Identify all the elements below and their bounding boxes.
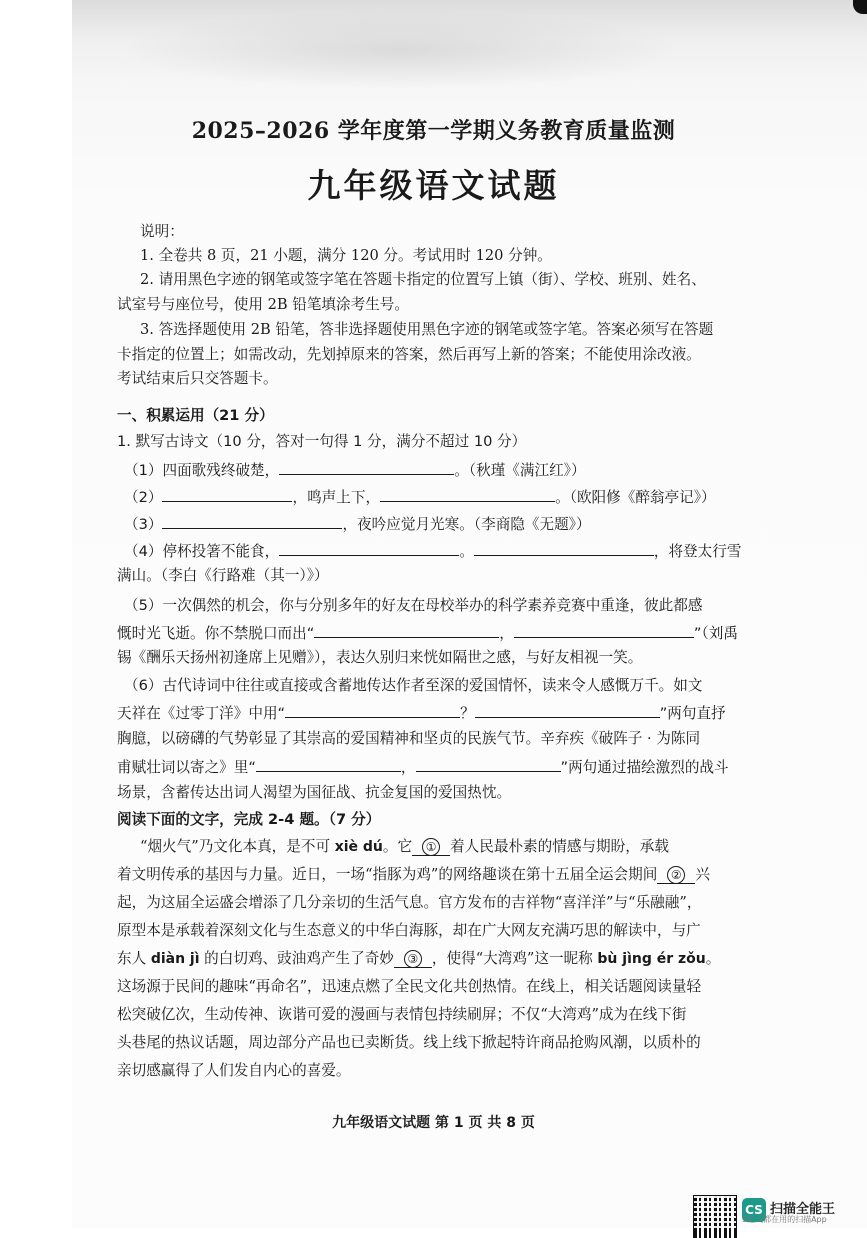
- answer-blank[interactable]: [514, 622, 694, 638]
- page-footer: 九年级语文试题 第 1 页 共 8 页: [332, 1115, 535, 1131]
- answer-blank[interactable]: [279, 540, 459, 556]
- passage-line-2: 着文明传承的基因与力量。近日，一场“指豚为鸡”的网络趣谈在第十五届全运会期间 ② 兴: [117, 866, 710, 883]
- corner-mark: [853, 0, 867, 14]
- scenario-6-line-3: 胸臆，以磅礴的气势彰显了其崇高的爱国精神和坚贞的民族气节。辛弃疾《破阵子 · 为陈同: [117, 730, 701, 747]
- answer-blank[interactable]: [162, 513, 342, 529]
- answer-blank[interactable]: [474, 540, 654, 556]
- blank-3[interactable]: [394, 950, 432, 968]
- camscanner-logo-icon: CS: [742, 1198, 766, 1222]
- qr-code-pattern: [694, 1196, 736, 1228]
- passage-line-7: 松突破亿次，生动传神、诙谐可爱的漫画与表情包持续刷屏；不仅“大湾鸡”成为在线下街: [117, 1006, 687, 1023]
- scenario-6-line-2: 天祥在《过零丁洋》中用“ ？ ”两句直抒: [117, 702, 726, 724]
- blank-2[interactable]: [657, 866, 695, 884]
- passage-line-3: 起，为这届全运盛会增添了几分亲切的生活气息。官方发布的吉祥物“喜洋洋”与“乐融融”，: [117, 894, 702, 911]
- scenario-6-line-4: 甫赋壮词以寄之》里“ ， ”两句通过描绘激烈的战斗: [117, 756, 729, 778]
- answer-blank[interactable]: [475, 702, 660, 718]
- answer-blank[interactable]: [162, 486, 292, 502]
- answer-blank[interactable]: [279, 459, 454, 475]
- scenario-6-line-5: 场景，含蓄传达出词人渴望为国征战、抗金复国的爱国热忱。: [117, 784, 512, 801]
- scenario-5-line-3: 锡《酬乐天扬州初逢席上见赠》），表达久别归来恍如隔世之感，与好友相视一笑。: [117, 649, 643, 666]
- answer-blank[interactable]: [285, 702, 460, 718]
- passage-line-9: 亲切感赢得了人们发自内心的喜爱。: [117, 1062, 351, 1079]
- watermark-app-name: 扫描全能王: [770, 1202, 836, 1217]
- passage-line-8: 头巷尾的热议话题，周边部分产品也已卖断货。线上线下掀起特许商品抢购风潮，以质朴的: [117, 1034, 701, 1051]
- instruction-item-2-cont: 试室号与座位号，使用 2B 铅笔填涂考生号。: [117, 296, 409, 313]
- scan-smudge: [120, 10, 680, 90]
- poem-line-4-cont: 满山。（李白《行路难（其一）》）: [117, 567, 329, 584]
- answer-blank[interactable]: [314, 622, 499, 638]
- section-title: 一、积累运用（21 分）: [117, 407, 274, 424]
- exam-title: 2025–2026 学年度第一学期义务教育质量监测: [191, 118, 676, 144]
- pinyin-bujingerzou: bù jìng ér zǒu: [597, 951, 706, 967]
- poem-line-1: （1）四面歌残终破楚， 。（秋瑾《满江红》）: [124, 459, 586, 481]
- exam-subject-title: 九年级语文试题: [307, 166, 560, 205]
- poem-line-4: （4）停杯投箸不能食， 。 ，将登太行雪: [124, 540, 741, 562]
- instruction-item-3-end: 考试结束后只交答题卡。: [117, 370, 278, 387]
- passage-line-4: 原型本是承载着深刻文化与生态意义的中华白海豚，却在广大网友充满巧思的解读中，与广: [117, 922, 701, 939]
- poem-line-3: （3） ，夜吟应觉月光寒。（李商隐《无题》）: [124, 513, 591, 535]
- pinyin-xiedu: xiè dú: [334, 839, 383, 855]
- marker-3: ③: [404, 950, 422, 968]
- instruction-item-3: 3. 答选择题使用 2B 铅笔，答非选择题使用黑色字迹的钢笔或签字笔。答案必须写在答题: [140, 321, 714, 338]
- scenario-6: （6）古代诗词中往往或直接或含蓄地传达作者至深的爱国情怀，读来令人感慨万千。如文: [124, 677, 703, 694]
- scenario-5-line-2: 慨时光飞逝。你不禁脱口而出“ ， ”（刘禹: [117, 622, 738, 644]
- marker-1: ①: [422, 838, 440, 856]
- poem-line-2: （2） ，鸣声上下， 。（欧阳修《醉翁亭记》）: [124, 486, 716, 508]
- reading-prompt: 阅读下面的文字，完成 2-4 题。（7 分）: [117, 811, 381, 828]
- passage-line-1: “烟火气”乃文化本真，是不可 xiè dú。它 ① 着人民最朴素的情感与期盼，承载: [140, 838, 669, 855]
- pinyin-dianji: diàn jì: [150, 951, 200, 967]
- answer-blank[interactable]: [256, 756, 401, 772]
- passage-line-5: 东人 diàn jì 的白切鸡、豉油鸡产生了奇妙 ③ ，使得“大湾鸡”这一昵称 bù jìng ér zǒu。: [117, 950, 721, 967]
- watermark-tagline: 3亿人都在用的扫描App: [742, 1215, 827, 1224]
- instruction-item-1: 1. 全卷共 8 页，21 小题，满分 120 分。考试用时 120 分钟。: [140, 247, 552, 264]
- scenario-5: （5）一次偶然的机会，你与分别多年的好友在母校举办的科学素养竞赛中重逢，彼此都感: [124, 597, 703, 614]
- answer-blank[interactable]: [416, 756, 561, 772]
- instruction-item-3-cont: 卡指定的位置上；如需改动，先划掉原来的答案，然后再写上新的答案；不能使用涂改液。: [117, 346, 701, 363]
- instructions-label: 说明：: [140, 223, 184, 240]
- passage-line-6: 这场源于民间的趣味“再命名”，迅速点燃了全民文化共创热情。在线上，相关话题阅读量轻: [117, 978, 702, 995]
- question-1: 1. 默写古诗文（10 分，答对一句得 1 分，满分不超过 10 分）: [117, 433, 527, 450]
- answer-blank[interactable]: [380, 486, 555, 502]
- instruction-item-2: 2. 请用黑色字迹的钢笔或签字笔在答题卡指定的位置写上镇（街）、学校、班别、姓名、: [140, 271, 706, 288]
- marker-2: ②: [667, 866, 685, 884]
- blank-1[interactable]: [412, 838, 450, 856]
